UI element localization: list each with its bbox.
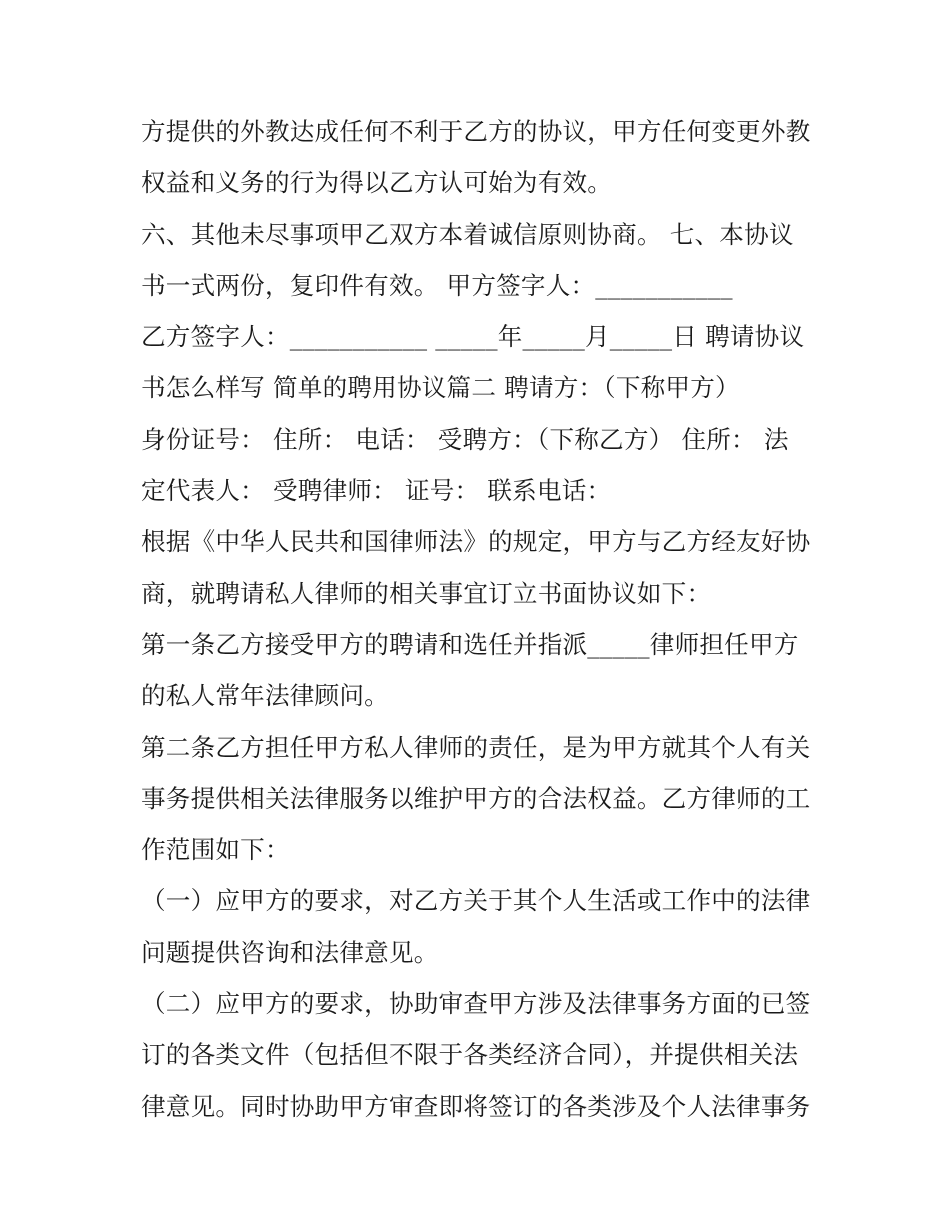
text-line: 书一式两份，复印件有效。 甲方签字人：___________ [141, 270, 733, 300]
document-body [141, 106, 821, 1132]
text-line: 的私人常年法律顾问。 [141, 681, 389, 711]
text-line: 根据《中华人民共和国律师法》的规定，甲方与乙方经友好协 [141, 527, 811, 557]
text-line: 作范围如下： [141, 835, 290, 865]
text-line: 乙方签字人：___________ _____年_____月_____日 聘请协议 [141, 322, 805, 352]
text-line: 问题提供咨询和法律意见。 [141, 937, 439, 967]
text-line: 事务提供相关法律服务以维护甲方的合法权益。乙方律师的工 [141, 783, 811, 813]
text-line: 权益和义务的行为得以乙方认可始为有效。 [141, 168, 613, 198]
text-line: 身份证号： 住所： 电话： 受聘方：（下称乙方） 住所： 法 [141, 424, 789, 454]
text-line: 方提供的外教达成任何不利于乙方的协议，甲方任何变更外教 [141, 117, 811, 146]
text-line: 订的各类文件（包括但不限于各类经济合同），并提供相关法 [141, 1040, 799, 1070]
text-line: 书怎么样写 简单的聘用协议篇二 聘请方：（下称甲方） [141, 373, 740, 403]
text-line: 第二条乙方担任甲方私人律师的责任，是为甲方就其个人有关 [141, 732, 811, 762]
text-line: （一）应甲方的要求，对乙方关于其个人生活或工作中的法律 [141, 886, 811, 916]
text-line: 六、其他未尽事项甲乙双方本着诚信原则协商。 七、本协议 [141, 219, 794, 249]
text-line: 第一条乙方接受甲方的聘请和选任并指派_____律师担任甲方 [141, 629, 799, 659]
text-line: 律意见。同时协助甲方审查即将签订的各类涉及个人法律事务 [141, 1091, 811, 1121]
text-line: 定代表人： 受聘律师： 证号： 联系电话： [141, 476, 612, 506]
text-line: （二）应甲方的要求，协助审查甲方涉及法律事务方面的已签 [141, 989, 811, 1019]
text-line: 商，就聘请私人律师的相关事宜订立书面协议如下： [141, 578, 712, 608]
